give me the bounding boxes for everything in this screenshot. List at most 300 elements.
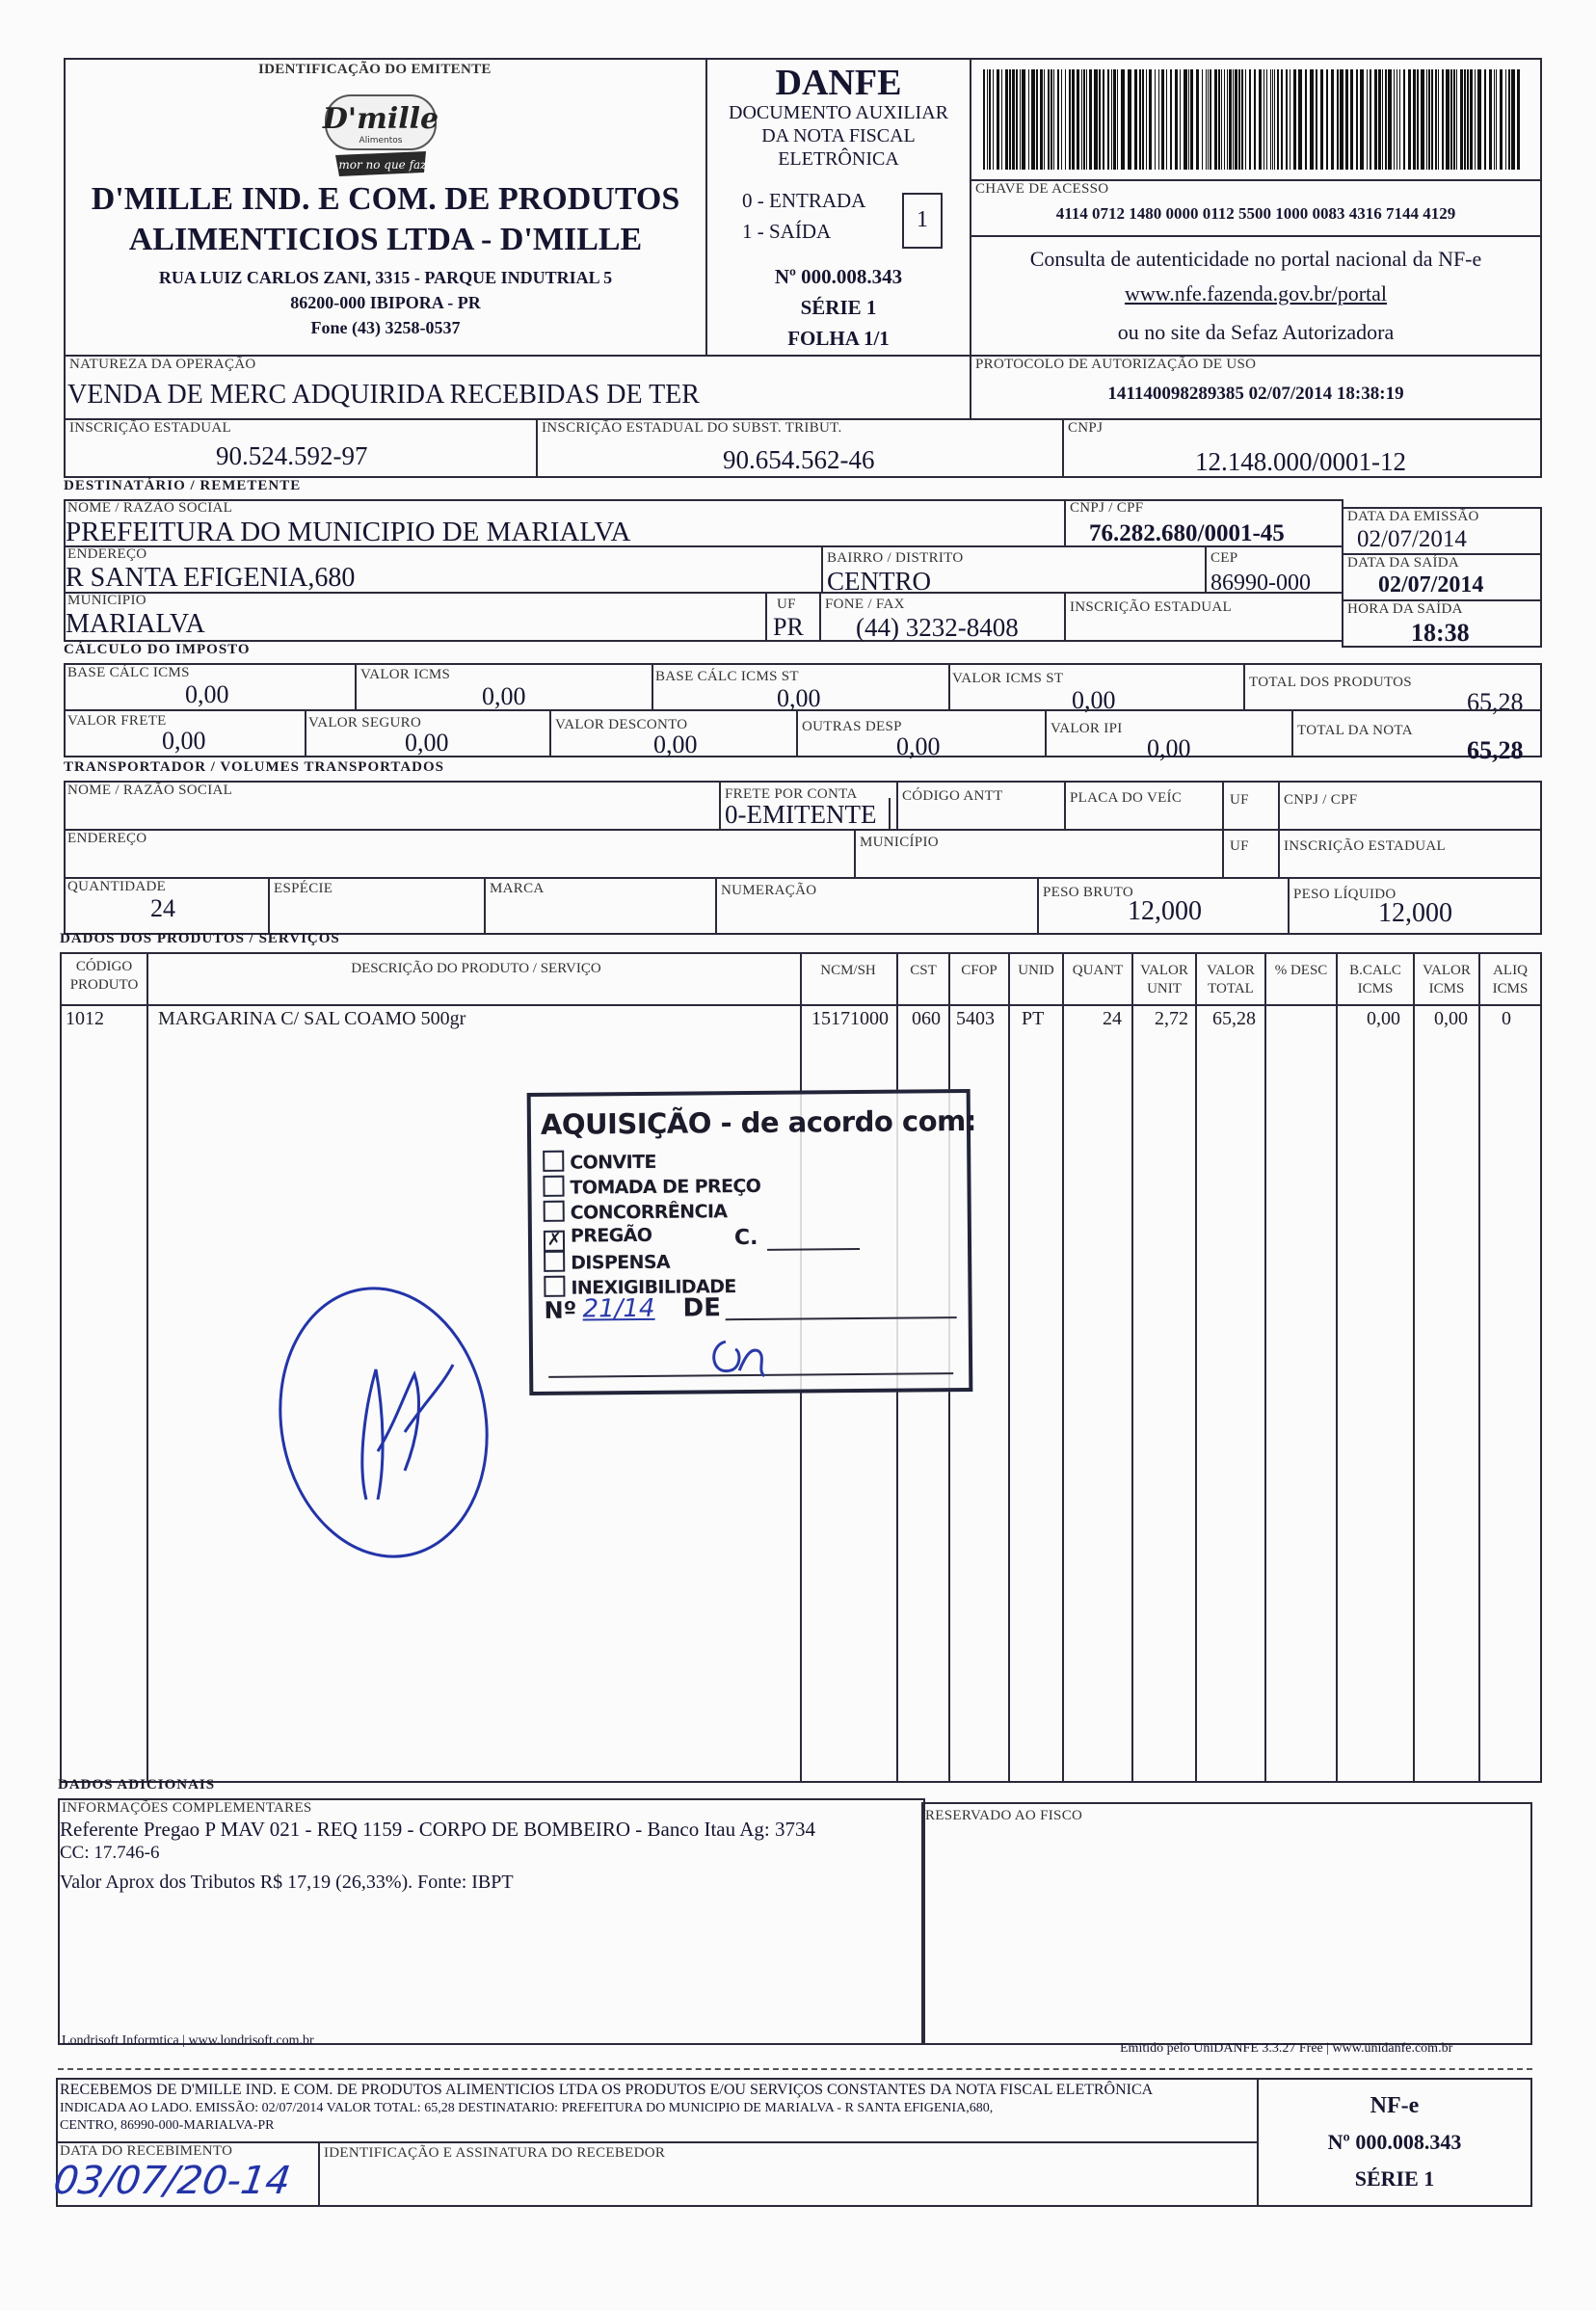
barcode-bar	[1117, 69, 1118, 170]
barcode-bar	[1272, 69, 1273, 170]
emitente-phone: Fone (43) 3258-0537	[310, 318, 461, 337]
total-prod-label: TOTAL DOS PRODUTOS	[1249, 675, 1412, 690]
table-column-divider	[1336, 952, 1338, 1783]
seguro-label: VALOR SEGURO	[308, 715, 422, 730]
table-column-divider	[1008, 952, 1010, 1783]
stamp-de-label: DE	[682, 1293, 722, 1323]
barcode-bar	[1511, 69, 1515, 170]
stamp-de-line	[726, 1316, 957, 1320]
stamp-numero-label: Nº	[544, 1296, 577, 1324]
th-aliq: ALIQ ICMS	[1492, 963, 1529, 996]
transp-nome-label: NOME / RAZÃO SOCIAL	[67, 783, 233, 798]
aquisicao-stamp	[527, 1089, 976, 1395]
checkbox-icon	[544, 1251, 565, 1272]
barcode-bar	[989, 69, 991, 170]
barcode-bar	[1099, 69, 1101, 170]
barcode-bar	[1155, 69, 1156, 170]
transp-liquido-value: 12,000	[1378, 898, 1452, 928]
barcode-bar	[1142, 69, 1144, 170]
barcode-bar	[1484, 69, 1486, 170]
cut-line	[58, 2068, 1532, 2070]
barcode-bar	[987, 69, 988, 170]
protocolo-value: 141140098289385 02/07/2014 18:38:19	[1107, 384, 1404, 404]
barcode-bar	[1259, 69, 1262, 170]
barcode-bar	[1214, 69, 1217, 170]
canhoto-serie: SÉRIE 1	[1354, 2166, 1435, 2191]
imposto-section-label: CÁLCULO DO IMPOSTO	[64, 642, 251, 657]
stamp-option	[543, 1174, 760, 1199]
ie-st-label: INSCRIÇÃO ESTADUAL DO SUBST. TRIBUT.	[542, 420, 842, 436]
base-st-value: 0,00	[777, 684, 821, 712]
stamp-option-label: TOMADA DE PREÇO	[570, 1175, 761, 1199]
divider	[1222, 829, 1224, 879]
barcode-bar	[1031, 69, 1035, 170]
barcode-bar	[1305, 69, 1307, 170]
transp-bruto-value: 12,000	[1128, 896, 1202, 926]
barcode-bar	[1235, 69, 1237, 170]
barcode-bar	[1477, 69, 1481, 170]
table-row	[60, 1004, 1542, 1033]
divider	[268, 877, 270, 935]
dest-municipio-value: MARIALVA	[66, 609, 205, 639]
info-line3: Valor Aprox dos Tributos R$ 17,19 (26,33%). Fonte: IBPT	[60, 1872, 514, 1893]
logo-icon	[318, 92, 443, 183]
barcode-bar	[1470, 69, 1473, 170]
divider	[1037, 877, 1039, 935]
base-icms-label: BASE CÁLC ICMS	[67, 665, 190, 680]
canhoto-numero: Nº 000.008.343	[1327, 2130, 1462, 2154]
barcode-bar	[1083, 69, 1085, 170]
canhoto-text3: CENTRO, 86990-000-MARIALVA-PR	[60, 2118, 275, 2133]
fisco-label: RESERVADO AO FISCO	[925, 1808, 1083, 1823]
th-bcalc: B.CALC ICMS	[1349, 963, 1401, 996]
ie-st-value: 90.654.562-46	[723, 445, 875, 474]
transp-frete-value: 0-EMITENTE	[725, 800, 877, 829]
barcode-bar	[1266, 69, 1267, 170]
barcode-bar	[1494, 69, 1495, 170]
th-vunit: VALOR UNIT	[1140, 963, 1188, 996]
canhoto-nfe: NF-e	[1370, 2093, 1420, 2118]
barcode-bar	[1475, 69, 1476, 170]
barcode-bar	[1385, 69, 1387, 170]
adicionais-section-label: DADOS ADICIONAIS	[58, 1777, 216, 1793]
barcode-bar	[1020, 69, 1021, 170]
barcode-bar	[1408, 69, 1411, 170]
barcode-bar	[983, 69, 985, 170]
barcode-bar	[1326, 69, 1328, 170]
cell-unid: PT	[1022, 1008, 1045, 1029]
barcode-bar	[1428, 69, 1430, 170]
barcode-bar	[1012, 69, 1015, 170]
transp-liquido-label: PESO LÍQUIDO	[1293, 887, 1396, 902]
transp-cnpj-label: CNPJ / CPF	[1284, 792, 1358, 808]
svg-text:D'mille: D'mille	[322, 102, 439, 136]
cnpj-label: CNPJ	[1068, 420, 1104, 436]
stamp-option-label: INEXIGIBILIDADE	[571, 1276, 736, 1299]
dest-cep-label: CEP	[1210, 550, 1238, 566]
barcode-bar	[1505, 69, 1506, 170]
barcode-bar	[1293, 69, 1296, 170]
dest-endereco-value: R SANTA EFIGENIA,680	[66, 563, 356, 593]
barcode-bar	[1350, 69, 1353, 170]
destinatario-section-label: DESTINATÁRIO / REMETENTE	[64, 478, 302, 493]
barcode-bar	[1274, 69, 1275, 170]
stamp-option	[543, 1150, 656, 1174]
barcode-bar	[1460, 69, 1463, 170]
dest-uf-value: PR	[773, 613, 804, 641]
divider	[948, 663, 950, 711]
barcode-bar	[1111, 69, 1112, 170]
barcode-bar	[1121, 69, 1125, 170]
divider	[854, 829, 856, 879]
danfe-sub2: DA NOTA FISCAL	[761, 125, 916, 146]
stamp-option-label: CONCORRÊNCIA	[570, 1201, 728, 1224]
barcode-bar	[1175, 69, 1178, 170]
table-column-divider	[1478, 952, 1480, 1783]
cell-cst: 060	[912, 1008, 941, 1029]
barcode-bar	[1086, 69, 1087, 170]
dest-ie-label: INSCRIÇÃO ESTADUAL	[1070, 599, 1232, 615]
barcode-bar	[1224, 69, 1225, 170]
barcode-bar	[1040, 69, 1043, 170]
dest-bairro-label: BAIRRO / DISTRITO	[827, 550, 964, 566]
barcode-bar	[1089, 69, 1092, 170]
barcode-bar	[1489, 69, 1492, 170]
transp-qtd-value: 24	[150, 894, 175, 922]
cell-vunit: 2,72	[1155, 1008, 1188, 1029]
chave-label: CHAVE DE ACESSO	[975, 181, 1109, 197]
ipi-label: VALOR IPI	[1051, 721, 1123, 736]
barcode-bar	[1286, 69, 1288, 170]
barcode-bar	[1094, 69, 1098, 170]
barcode-bar	[1081, 69, 1082, 170]
produtos-section-label: DADOS DOS PRODUTOS / SERVIÇOS	[60, 931, 340, 946]
barcode-bar	[1196, 69, 1199, 170]
stamp-initials-icon	[706, 1332, 774, 1383]
th-unid: UNID	[1018, 963, 1054, 978]
consulta-line3: ou no site da Sefaz Autorizadora	[1117, 320, 1395, 344]
danfe-sub1: DOCUMENTO AUXILIAR	[729, 102, 948, 123]
emitente-name-2: ALIMENTICIOS LTDA - D'MILLE	[128, 222, 643, 257]
transp-numeracao-label: NUMERAÇÃO	[721, 883, 817, 898]
emitente-cep-city: 86200-000 IBIPORA - PR	[290, 293, 481, 312]
table-column-divider	[1413, 952, 1415, 1783]
transp-frete-label: FRETE POR CONTA	[725, 786, 858, 802]
stamp-option-label: CONVITE	[570, 1151, 656, 1174]
emitente-address: RUA LUIZ CARLOS ZANI, 3315 - PARQUE INDUTRIAL 5	[158, 268, 613, 287]
stamp-c-line	[767, 1248, 860, 1251]
signature-icon	[270, 1278, 501, 1567]
barcode-bar	[1158, 69, 1159, 170]
total-prod-value: 65,28	[1467, 688, 1524, 716]
frete-value: 0,00	[162, 727, 206, 755]
stamp-title: AQUISIÇÃO - de acordo com:	[540, 1103, 976, 1141]
transportador-section-label: TRANSPORTADOR / VOLUMES TRANSPORTADOS	[64, 759, 445, 775]
barcode-bar	[993, 69, 994, 170]
total-nota-label: TOTAL DA NOTA	[1297, 723, 1413, 738]
stamp-c-label: C.	[733, 1225, 758, 1251]
barcode-bar	[1467, 69, 1469, 170]
barcode-bar	[1061, 69, 1062, 170]
barcode-bar	[1517, 69, 1520, 170]
barcode-bar	[1345, 69, 1348, 170]
barcode-bar	[1005, 69, 1008, 170]
barcode-bar	[1370, 69, 1371, 170]
barcode-bar	[1456, 69, 1457, 170]
dest-emissao-value: 02/07/2014	[1357, 526, 1467, 552]
info-line2: CC: 17.746-6	[60, 1843, 160, 1863]
info-line1: Referente Pregao P MAV 021 - REQ 1159 - CORPO DE BOMBEIRO - Banco Itau Ag: 3734	[60, 1818, 815, 1841]
table-column-divider	[1264, 952, 1266, 1783]
barcode-bar	[1210, 69, 1211, 170]
divider	[896, 781, 898, 831]
dest-saida-label: DATA DA SAÍDA	[1347, 555, 1460, 571]
canhoto-text1: RECEBEMOS DE D'MILLE IND. E COM. DE PRODUTOS ALIMENTICIOS LTDA OS PRODUTOS E/OU SERVIÇOS CONSTANTES DA NOTA FISCAL ELETRÔNICA	[60, 2082, 1154, 2098]
transp-qtd-label: QUANTIDADE	[67, 879, 167, 894]
barcode-bar	[1249, 69, 1251, 170]
table-column-divider	[1131, 952, 1133, 1783]
danfe-saida: 1 - SAÍDA	[742, 220, 832, 243]
divider	[1278, 781, 1280, 831]
dest-fone-value: (44) 3232-8408	[856, 613, 1019, 642]
dest-cep-value: 86990-000	[1210, 571, 1311, 596]
cell-quant: 24	[1103, 1008, 1122, 1029]
cell-vtotal: 65,28	[1212, 1008, 1256, 1029]
barcode-bar	[1036, 69, 1038, 170]
barcode-bar	[1149, 69, 1152, 170]
dest-hora-label: HORA DA SAÍDA	[1347, 601, 1463, 617]
barcode-bar	[1337, 69, 1339, 170]
barcode-bar	[1254, 69, 1256, 170]
ipi-value: 0,00	[1147, 734, 1191, 762]
th-vicms: VALOR ICMS	[1423, 963, 1471, 996]
stamp-option	[544, 1250, 670, 1274]
divider	[1222, 781, 1224, 831]
company-logo	[318, 92, 443, 183]
divider	[318, 2141, 320, 2207]
table-column-divider	[1195, 952, 1197, 1783]
barcode-bar	[1166, 69, 1167, 170]
transp-uf2-label: UF	[1230, 838, 1249, 854]
info-label: INFORMAÇÕES COMPLEMENTARES	[62, 1800, 312, 1816]
consulta-link[interactable]: www.nfe.fazenda.gov.br/portal	[1124, 281, 1388, 305]
canhoto-data-label: DATA DO RECEBIMENTO	[60, 2143, 233, 2159]
divider	[1243, 663, 1245, 711]
divider	[1288, 877, 1290, 935]
desconto-value: 0,00	[653, 730, 698, 758]
divider	[1291, 709, 1293, 757]
danfe-entrada: 0 - ENTRADA	[742, 189, 866, 212]
barcode-bar	[1442, 69, 1444, 170]
barcode-bar	[1218, 69, 1220, 170]
barcode-icon	[983, 69, 1529, 170]
danfe-serie: SÉRIE 1	[800, 296, 877, 319]
divider	[652, 663, 653, 711]
th-cfop: CFOP	[961, 963, 998, 978]
cnpj-value: 12.148.000/0001-12	[1195, 447, 1406, 476]
valor-st-value: 0,00	[1072, 686, 1116, 714]
barcode-bar	[1277, 69, 1279, 170]
valor-icms-label: VALOR ICMS	[360, 667, 451, 682]
barcode-bar	[1403, 69, 1405, 170]
dest-municipio-label: MUNICÍPIO	[67, 593, 146, 608]
cell-bcalc: 0,00	[1367, 1008, 1400, 1029]
barcode-bar	[1057, 69, 1059, 170]
cell-ncm: 15171000	[811, 1008, 889, 1029]
barcode-bar	[1044, 69, 1045, 170]
barcode-bar	[1399, 69, 1400, 170]
barcode-bar	[1208, 69, 1209, 170]
checkbox-icon	[544, 1201, 565, 1222]
barcode-bar	[1396, 69, 1397, 170]
barcode-bar	[1331, 69, 1334, 170]
barcode-bar	[1500, 69, 1503, 170]
fisco-box	[921, 1802, 1532, 2045]
transp-bruto-label: PESO BRUTO	[1043, 885, 1133, 900]
transp-municipio-label: MUNICÍPIO	[860, 835, 939, 850]
divider	[549, 709, 551, 757]
dest-cnpj-value: 76.282.680/0001-45	[1089, 520, 1285, 546]
barcode-bar	[1048, 69, 1050, 170]
barcode-bar	[1281, 69, 1283, 170]
barcode-bar	[1233, 69, 1234, 170]
danfe-folha: FOLHA 1/1	[787, 327, 890, 350]
barcode-bar	[1464, 69, 1466, 170]
checked-box-icon: ✗	[544, 1231, 565, 1252]
base-st-label: BASE CÁLC ICMS ST	[655, 669, 799, 684]
stamp-option-label: PREGÃO	[570, 1224, 652, 1247]
transp-ie-label: INSCRIÇÃO ESTADUAL	[1284, 838, 1446, 854]
barcode-bar	[1221, 69, 1222, 170]
natureza-value: VENDA DE MERC ADQUIRIDA RECEBIDAS DE TER	[67, 380, 700, 410]
barcode-bar	[1170, 69, 1172, 170]
barcode-bar	[1161, 69, 1164, 170]
valor-st-label: VALOR ICMS ST	[952, 671, 1064, 686]
danfe-title: DANFE	[775, 63, 902, 103]
barcode-bar	[1356, 69, 1358, 170]
th-quant: QUANT	[1072, 963, 1124, 978]
dest-hora-value: 18:38	[1411, 619, 1470, 647]
table-column-divider	[1062, 952, 1064, 1783]
barcode-bar	[1426, 69, 1427, 170]
barcode-bar	[1245, 69, 1246, 170]
barcode-bar	[997, 69, 999, 170]
dest-emissao-label: DATA DA EMISSÃO	[1347, 509, 1479, 524]
barcode-bar	[1417, 69, 1419, 170]
chave-value[interactable]: 4114 0712 1480 0000 0112 5500 1000 0083 4316 7144 4129	[1055, 204, 1456, 223]
divider	[1278, 829, 1280, 879]
divider	[484, 877, 486, 935]
svg-text:Amor no que faz!: Amor no que faz!	[330, 158, 432, 172]
transp-uf-label: UF	[1230, 792, 1249, 808]
barcode-bar	[1202, 69, 1203, 170]
divider	[1064, 781, 1066, 831]
barcode-bar	[1367, 69, 1368, 170]
emitente-section-label: IDENTIFICAÇÃO DO EMITENTE	[258, 62, 492, 77]
barcode-bar	[1382, 69, 1383, 170]
barcode-bar	[1446, 69, 1450, 170]
barcode-bar	[1340, 69, 1343, 170]
checkbox-icon	[543, 1151, 564, 1172]
barcode-bar	[1069, 69, 1071, 170]
barcode-bar	[1413, 69, 1416, 170]
barcode-bar	[1508, 69, 1510, 170]
barcode-bar	[1072, 69, 1075, 170]
barcode-bar	[1298, 69, 1302, 170]
cell-codigo: 1012	[66, 1008, 104, 1029]
barcode-bar	[1438, 69, 1439, 170]
stamp-option	[544, 1225, 652, 1252]
canhoto-data-value: 03/07/20-14	[50, 2159, 294, 2203]
barcode-bar	[1431, 69, 1433, 170]
danfe-tipo: 1	[917, 207, 928, 232]
dest-nome-label: NOME / RAZÃO SOCIAL	[67, 500, 233, 516]
desconto-label: VALOR DESCONTO	[555, 717, 688, 732]
barcode-bar	[1016, 69, 1018, 170]
transp-marca-label: MARCA	[490, 881, 545, 896]
danfe-sub3: ELETRÔNICA	[778, 148, 899, 170]
barcode-bar	[1378, 69, 1381, 170]
barcode-bar	[1180, 69, 1181, 170]
barcode-bar	[1103, 69, 1104, 170]
dest-endereco-label: ENDEREÇO	[67, 546, 147, 562]
barcode-bar	[1374, 69, 1377, 170]
barcode-bar	[1320, 69, 1323, 170]
stamp-numero: 21/14	[582, 1293, 655, 1324]
barcode-bar	[1270, 69, 1271, 170]
barcode-bar	[1229, 69, 1232, 170]
barcode-bar	[1453, 69, 1455, 170]
consulta-line1: Consulta de autenticidade no portal nacional da NF-e	[1029, 247, 1482, 271]
barcode-bar	[1360, 69, 1364, 170]
protocolo-label: PROTOCOLO DE AUTORIZAÇÃO DE USO	[975, 357, 1257, 372]
barcode-bar	[1238, 69, 1240, 170]
th-desc: % DESC	[1274, 963, 1328, 978]
th-codigo: CÓDIGO PRODUTO	[69, 959, 139, 993]
divider	[1045, 709, 1047, 757]
valor-icms-value: 0,00	[482, 682, 526, 710]
barcode-bar	[1009, 69, 1011, 170]
barcode-bar	[1435, 69, 1437, 170]
th-descricao: DESCRIÇÃO DO PRODUTO / SERVIÇO	[351, 961, 601, 976]
emitente-name-1: D'MILLE IND. E COM. DE PRODUTOS	[91, 181, 680, 217]
barcode-bar	[1450, 69, 1452, 170]
natureza-label: NATUREZA DA OPERAÇÃO	[69, 357, 256, 372]
barcode-bar	[1113, 69, 1116, 170]
base-icms-value: 0,00	[185, 680, 229, 708]
dest-bairro-value: CENTRO	[827, 567, 931, 596]
barcode-bar	[1001, 69, 1002, 170]
transp-placa-label: PLACA DO VEÍC	[1070, 790, 1183, 806]
checkbox-icon	[543, 1176, 564, 1197]
barcode-bar	[1316, 69, 1317, 170]
barcode-bar	[1184, 69, 1187, 170]
barcode-bar	[1190, 69, 1193, 170]
outras-label: OUTRAS DESP	[802, 719, 902, 734]
stamp-option-label: DISPENSA	[571, 1251, 671, 1274]
cell-aliq: 0	[1502, 1008, 1511, 1029]
barcode-bar	[1022, 69, 1025, 170]
dest-fone-label: FONE / FAX	[825, 597, 905, 612]
divider	[796, 709, 798, 757]
barcode-bar	[1421, 69, 1424, 170]
barcode-bar	[1139, 69, 1141, 170]
divider	[305, 709, 306, 757]
divider	[715, 877, 717, 935]
barcode-bar	[1053, 69, 1054, 170]
stamp-option	[544, 1199, 728, 1224]
barcode-bar	[1388, 69, 1392, 170]
